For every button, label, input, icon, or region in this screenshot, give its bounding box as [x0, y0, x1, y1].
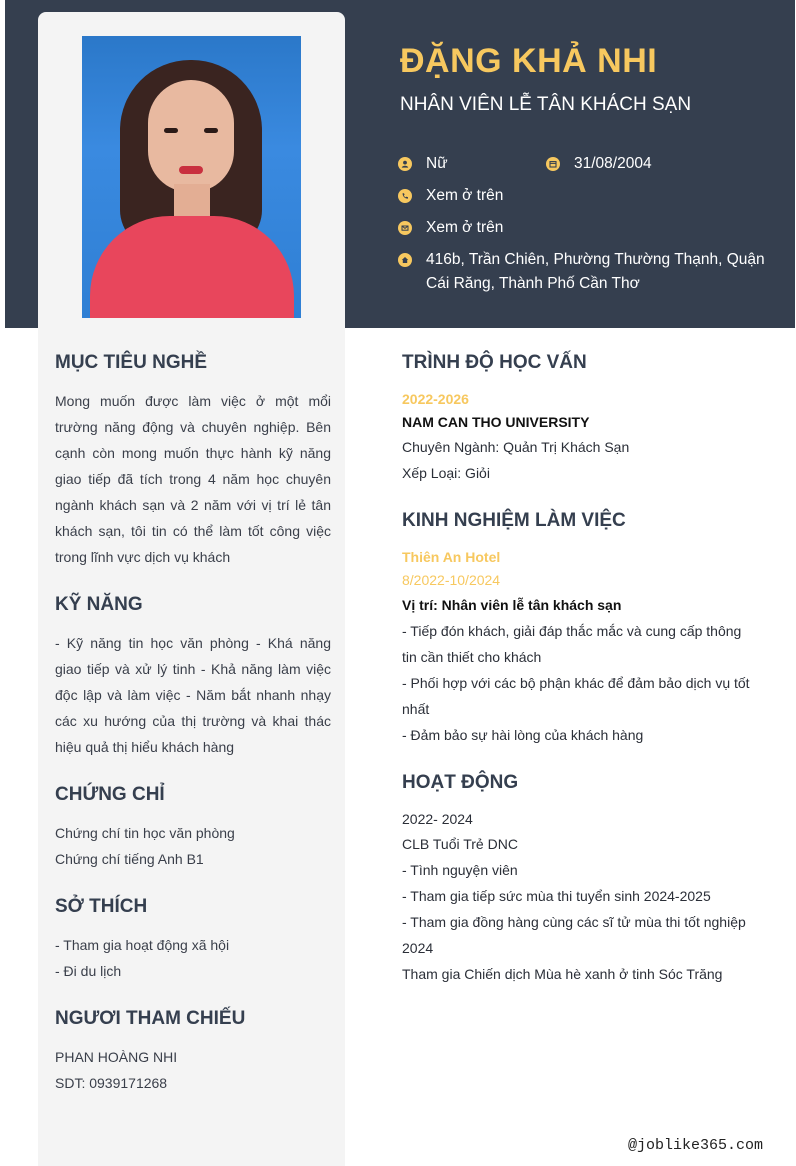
certificate-item: Chứng chí tiếng Anh B1	[55, 851, 204, 867]
experience-position: Vị trí: Nhân viên lễ tân khách sạn	[402, 597, 622, 613]
phone-icon	[398, 189, 412, 203]
calendar-icon	[546, 157, 560, 171]
hobby-item: - Đi du lịch	[55, 963, 122, 979]
hobby-item: - Tham gia hoạt động xã hội	[55, 937, 230, 953]
user-icon	[398, 157, 412, 171]
gender-text: Nữ	[426, 155, 448, 172]
skills-text: - Kỹ năng tin học văn phòng - Khá năng giao tiếp và xử lý tinh - Khả năng làm việc độc lập và làm việc - Năm bắt nhanh nhạy các xu hướng của thị trường và khai thác hiệu quả thị hiểu khách hàng	[55, 635, 331, 755]
reference-phone: SDT: 0939171268	[55, 1075, 168, 1091]
objective-text: Mong muốn được làm việc ở một mổi trường năng động và chuyên nghiệp. Bên cạnh còn mong muốn thực hành kỹ năng giao tiếp đã tích trong 4 năm học chuyên ngành khách sạn và 2 năm với vị trí lẻ tân khách sạn, tôi tin có thể làm tốt công việc trong lĩnh vực dịch vụ khách	[55, 393, 331, 565]
education-major: Chuyên Ngành: Quản Trị Khách Sạn	[402, 439, 630, 455]
activities-years: 2022- 2024	[402, 811, 473, 827]
hobbies-heading: SỞ THÍCH	[55, 896, 148, 917]
birthday-text: 31/08/2004	[574, 155, 652, 172]
skills-heading: KỸ NĂNG	[55, 594, 143, 615]
activity-item: - Tham gia đồng hàng cùng các sĩ tử mùa thi tốt nghiệp 2024	[402, 914, 746, 956]
mail-icon	[398, 221, 412, 235]
education-heading: TRÌNH ĐỘ HỌC VẤN	[402, 352, 587, 373]
experience-duty: - Phối hợp với các bộ phận khác để đảm bảo dịch vụ tốt nhất	[402, 675, 750, 717]
activities-heading: HOẠT ĐỘNG	[402, 772, 519, 793]
address-line-1: 416b, Trần Chiên, Phường Thường Thạnh, Quận	[426, 251, 765, 268]
objective-heading: MỤC TIÊU NGHỀ	[55, 352, 207, 373]
activity-item: - Tình nguyện viên	[402, 862, 518, 878]
home-icon	[398, 253, 412, 267]
gender-row	[398, 152, 448, 176]
experience-duty: - Tiếp đón khách, giải đáp thắc mắc và cung cấp thông tin cần thiết cho khách	[402, 623, 742, 665]
email-text: Xem ở trên	[426, 219, 504, 236]
experience-duty: - Đảm bảo sự hài lòng của khách hàng	[402, 727, 644, 743]
school-name: NAM CAN THO UNIVERSITY	[402, 414, 590, 430]
email-row	[398, 216, 503, 240]
education-years: 2022-2026	[402, 391, 469, 407]
reference-name: PHAN HOÀNG NHI	[55, 1049, 178, 1065]
certificates-heading: CHỨNG CHỈ	[55, 784, 165, 805]
experience-company: Thiên An Hotel	[402, 549, 501, 565]
references-heading: NGƯƠI THAM CHIẾU	[55, 1008, 246, 1029]
birthday-row	[546, 152, 652, 176]
activity-item: Tham gia Chiến dịch Mùa hè xanh ở tinh Sóc Trăng	[402, 966, 723, 982]
education-grade: Xếp Loại: Giỏi	[402, 465, 490, 481]
address-row	[398, 248, 765, 296]
site-watermark: @joblike365.com	[628, 1137, 764, 1154]
certificate-item: Chứng chí tin học văn phòng	[55, 825, 235, 841]
phone-row	[398, 184, 503, 208]
address-line-2: Cái Răng, Thành Phố Cần Thơ	[426, 275, 640, 292]
activities-club: CLB Tuổi Trẻ DNC	[402, 836, 518, 852]
phone-text: Xem ở trên	[426, 187, 504, 204]
job-title: NHÂN VIÊN LỄ TÂN KHÁCH SẠN	[400, 94, 692, 115]
candidate-name: ĐẶNG KHẢ NHI	[400, 42, 658, 80]
activity-item: - Tham gia tiếp sức mùa thi tuyển sinh 2024-2025	[402, 888, 711, 904]
profile-photo	[82, 36, 301, 318]
experience-heading: KINH NGHIỆM LÀM VIỆC	[402, 510, 626, 531]
experience-period: 8/2022-10/2024	[402, 572, 501, 588]
